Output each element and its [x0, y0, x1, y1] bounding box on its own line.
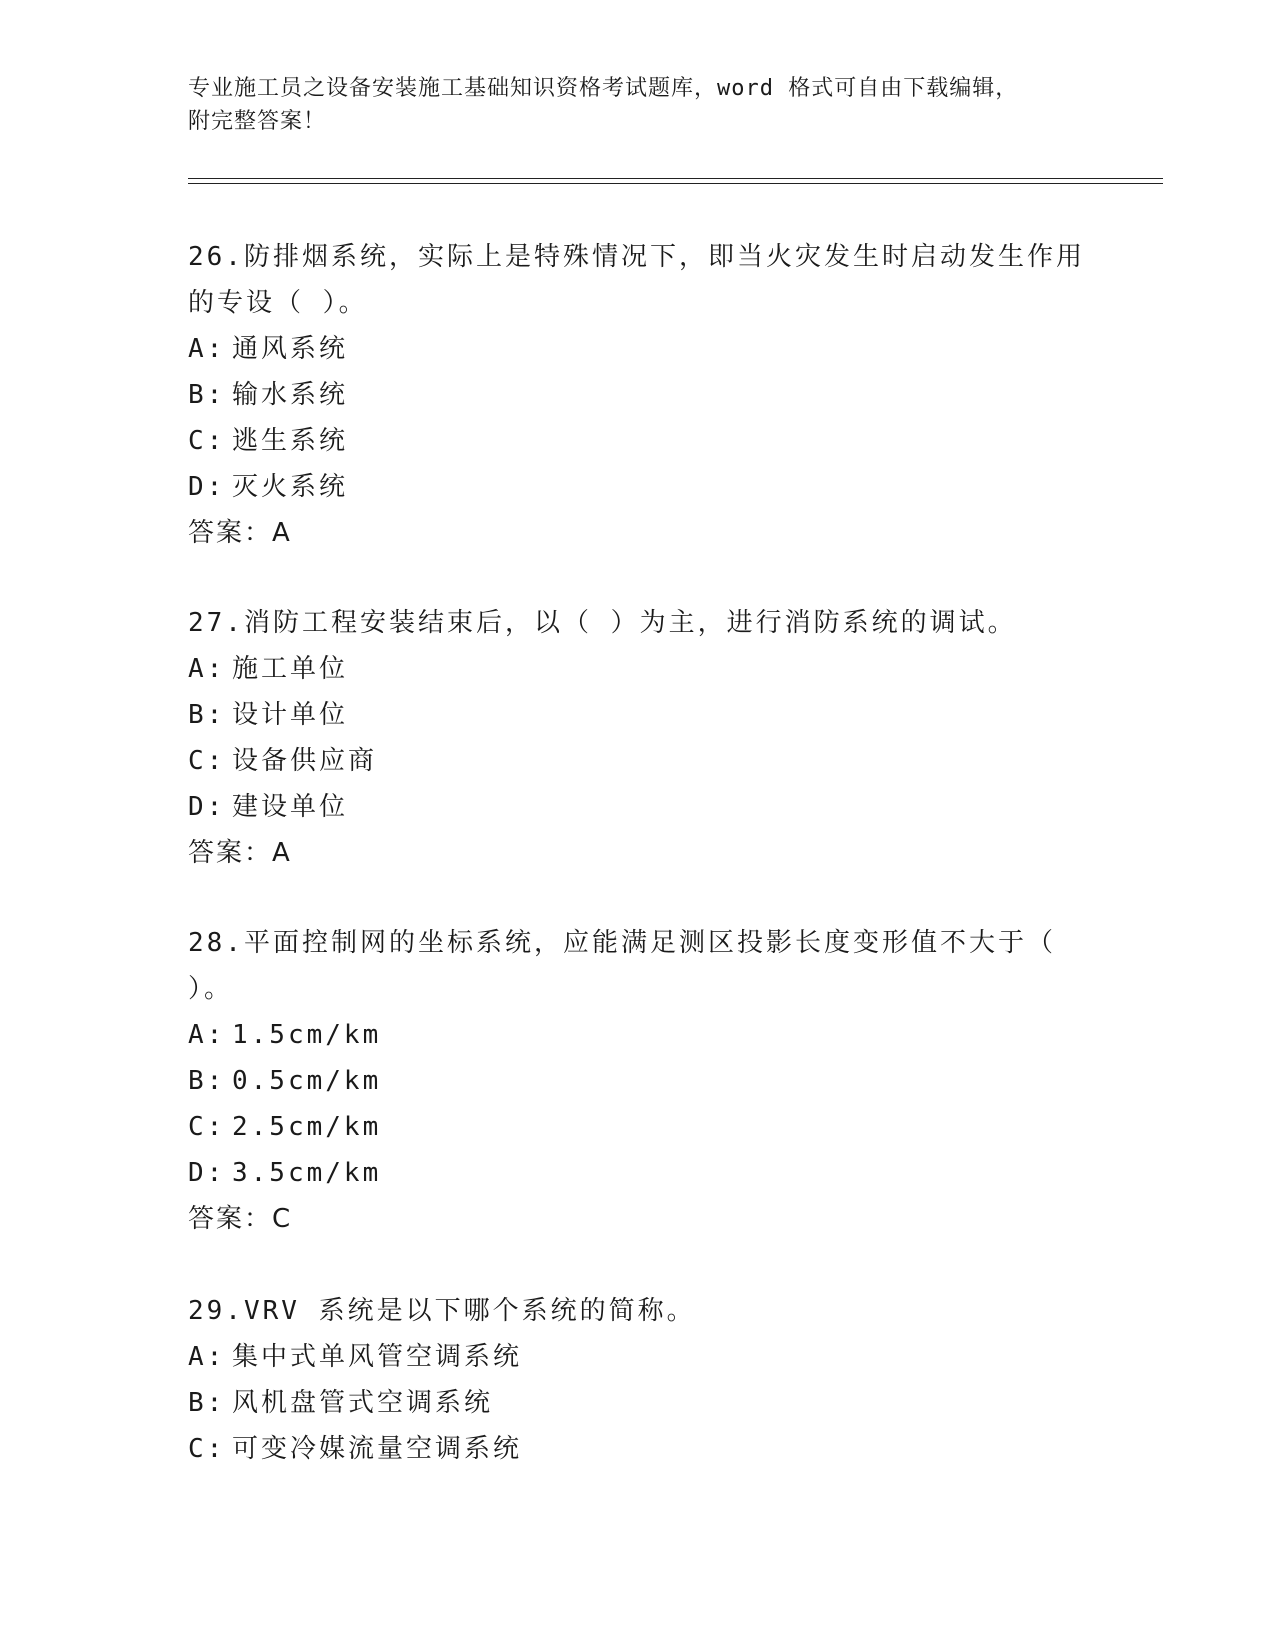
option-label: A: — [188, 1020, 226, 1050]
option-b — [188, 372, 1088, 418]
question-stem: 的专设（ ）。 — [188, 288, 368, 318]
option-label: C: — [188, 1434, 226, 1464]
option-a — [188, 1012, 1088, 1058]
option-label: D: — [188, 1158, 226, 1188]
option-label: A: — [188, 654, 226, 684]
option-label: D: — [188, 472, 226, 502]
option-a — [188, 646, 1088, 692]
option-text: 风机盘管式空调系统 — [232, 1388, 494, 1418]
option-label: A: — [188, 1342, 226, 1372]
option-text: 1.5cm/km — [232, 1020, 382, 1050]
option-label: B: — [188, 700, 226, 730]
document-header — [188, 72, 1088, 138]
option-c — [188, 1426, 1088, 1472]
answer-line: 答案：A — [188, 518, 292, 548]
option-a — [188, 1334, 1088, 1380]
option-text: 逃生系统 — [232, 426, 349, 456]
option-d — [188, 784, 1088, 830]
option-text: 可变冷媒流量空调系统 — [232, 1434, 523, 1464]
answer-line: 答案：A — [188, 838, 292, 868]
answer-line: 答案：C — [188, 1204, 293, 1234]
option-text: 输水系统 — [232, 380, 349, 410]
option-label: B: — [188, 380, 226, 410]
option-label: D: — [188, 792, 226, 822]
option-b — [188, 1058, 1088, 1104]
header-divider-top — [188, 178, 1163, 179]
option-c — [188, 1104, 1088, 1150]
option-text: 0.5cm/km — [232, 1066, 382, 1096]
option-label: C: — [188, 746, 226, 776]
question-stem: 28.平面控制网的坐标系统，应能满足测区投影长度变形值不大于（ — [188, 928, 1056, 958]
header-divider-bottom — [188, 183, 1163, 184]
header-title-line-1: 专业施工员之设备安装施工基础知识资格考试题库，word 格式可自由下载编辑， — [188, 76, 1019, 101]
option-text: 设计单位 — [232, 700, 349, 730]
header-title-line-2: 附完整答案！ — [188, 109, 327, 134]
question-28 — [188, 920, 1088, 1242]
option-label: C: — [188, 426, 226, 456]
option-b — [188, 1380, 1088, 1426]
question-stem: ）。 — [188, 974, 234, 1004]
option-text: 建设单位 — [232, 792, 349, 822]
option-label: A: — [188, 334, 226, 364]
option-text: 灭火系统 — [232, 472, 349, 502]
question-27 — [188, 600, 1088, 876]
option-text: 3.5cm/km — [232, 1158, 382, 1188]
option-text: 设备供应商 — [232, 746, 378, 776]
option-d — [188, 464, 1088, 510]
option-c — [188, 738, 1088, 784]
question-26 — [188, 234, 1088, 556]
option-text: 2.5cm/km — [232, 1112, 382, 1142]
option-text: 集中式单风管空调系统 — [232, 1342, 523, 1372]
option-text: 通风系统 — [232, 334, 349, 364]
option-text: 施工单位 — [232, 654, 349, 684]
question-stem: 26.防排烟系统，实际上是特殊情况下，即当火灾发生时启动发生作用 — [188, 242, 1085, 272]
option-a — [188, 326, 1088, 372]
question-stem: 27.消防工程安装结束后，以（ ）为主，进行消防系统的调试。 — [188, 608, 1017, 638]
option-c — [188, 418, 1088, 464]
option-b — [188, 692, 1088, 738]
question-29 — [188, 1288, 1088, 1472]
option-label: B: — [188, 1388, 226, 1418]
option-d — [188, 1150, 1088, 1196]
option-label: B: — [188, 1066, 226, 1096]
question-stem: 29.VRV 系统是以下哪个系统的简称。 — [188, 1296, 696, 1326]
option-label: C: — [188, 1112, 226, 1142]
